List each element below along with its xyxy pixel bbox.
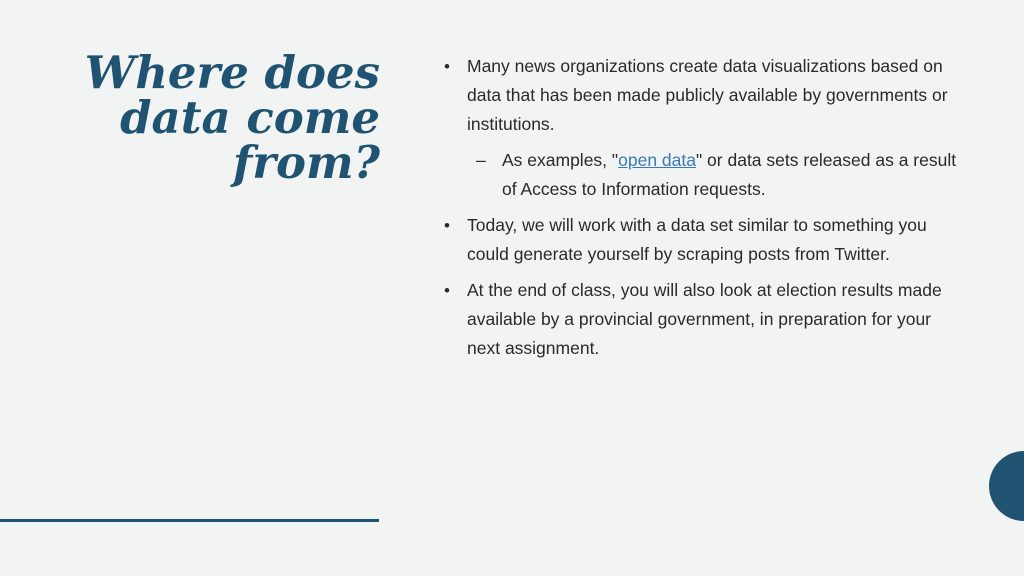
title-line-1: Where does <box>84 46 380 99</box>
bullet-marker: • <box>444 216 450 235</box>
bullet-text: Today, we will work with a data set similar to something you could generate yourself by scraping posts from Twitter. <box>467 215 927 264</box>
title-line-2: data come <box>120 91 380 144</box>
bullet-item-2 <box>440 211 960 269</box>
sub-bullet-text-after: " or data sets released as a result of Access to Information requests. <box>502 150 957 199</box>
bullet-item-3 <box>440 276 960 363</box>
open-data-link[interactable]: open data <box>618 150 696 170</box>
sub-bullet-text-before: As examples, " <box>502 150 619 170</box>
bullet-marker: • <box>444 57 450 76</box>
bullet-list <box>440 52 960 370</box>
bullet-text: Many news organizations create data visualizations based on data that has been made publicly available by governments or institutions. <box>467 56 948 134</box>
title-line-3: from? <box>232 136 380 189</box>
bullet-text: At the end of class, you will also look at election results made available by a provincial government, in preparation for your next assignment. <box>467 280 942 358</box>
decorative-circle <box>989 451 1024 521</box>
sub-bullet-item-1 <box>440 146 960 204</box>
bullet-item-1 <box>440 52 960 139</box>
bullet-marker: • <box>444 281 450 300</box>
title-underline-rule <box>0 519 379 522</box>
slide-title <box>40 46 380 189</box>
sub-bullet-marker: – <box>476 150 486 170</box>
